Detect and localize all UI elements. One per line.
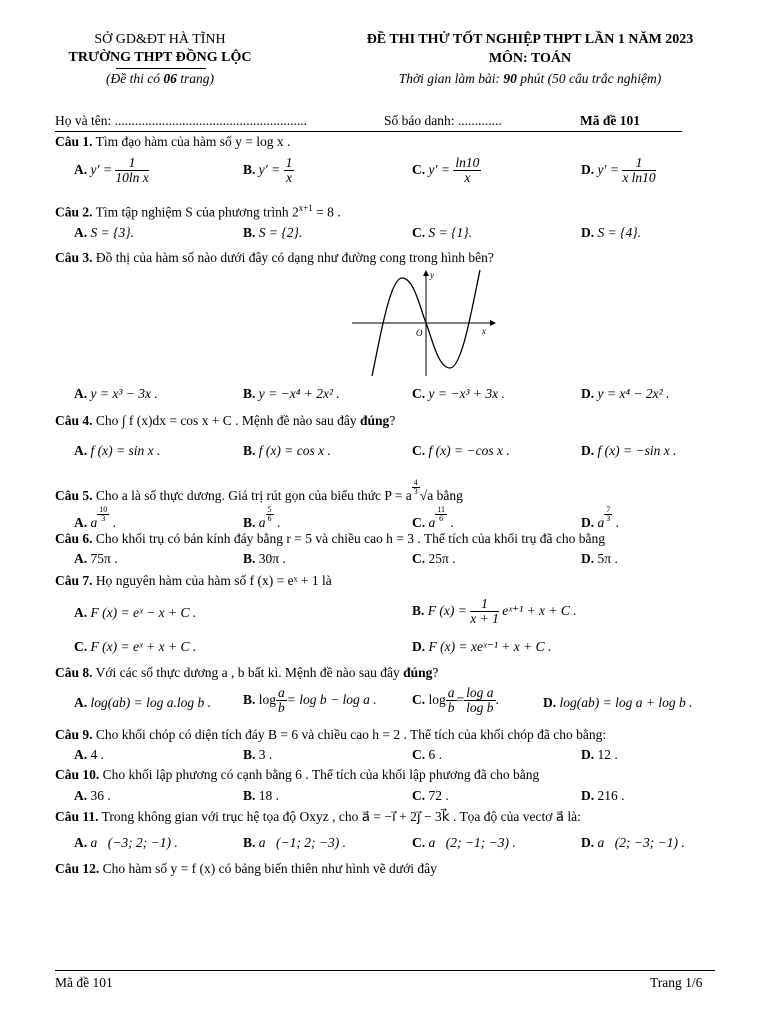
question-label: Câu 3. [55, 250, 93, 265]
q4-option-c [412, 443, 510, 459]
fraction [470, 597, 499, 626]
q3-option-b [243, 386, 340, 402]
q2-option-b [243, 225, 302, 241]
denominator: 6 [267, 514, 272, 524]
option-letter: D. [581, 788, 595, 803]
option-letter: C. [412, 788, 426, 803]
option-letter: A. [74, 443, 88, 458]
question-label: Câu 6. [55, 531, 93, 546]
q11-option-c [412, 835, 516, 851]
option-letter: C. [412, 835, 426, 850]
question-7 [55, 573, 332, 589]
q7-option-d [412, 639, 551, 655]
question-text: Đồ thị của hàm số nào dưới đây có dạng như đường cong trong hình bên? [95, 250, 494, 265]
q3-option-a [74, 386, 158, 402]
question-10 [55, 767, 539, 783]
question-4 [55, 413, 395, 429]
question-5 [55, 479, 463, 504]
option-text: S = {3}. [90, 225, 135, 240]
pages-note-pre: (Đề thi có [106, 71, 164, 86]
option-base: a [428, 514, 436, 530]
option-letter: A. [74, 747, 88, 762]
option-letter: A. [74, 835, 88, 850]
question-6 [55, 531, 605, 547]
option-letter: C. [412, 225, 426, 240]
denominator: b [278, 700, 285, 716]
q1-option-a [74, 156, 149, 185]
q9-option-a [74, 747, 104, 763]
q1-option-c [412, 156, 481, 185]
q5-option-c: C. a $\frac{11}{6}$ . [412, 505, 454, 530]
option-text: 12 . [597, 747, 618, 762]
question-9 [55, 727, 606, 743]
exam-time-pre: Thời gian làm bài: [398, 71, 504, 86]
denominator: 10ln x [115, 170, 149, 186]
exponent-fraction [412, 479, 420, 497]
option-letter: B. [243, 788, 256, 803]
option-text: f (x) = cos x . [258, 443, 331, 458]
q7-option-c [74, 639, 196, 655]
option-letter: B. [243, 691, 256, 707]
numerator: ln10 [455, 155, 480, 170]
q8-option-a [74, 695, 211, 711]
q2-option-c [412, 225, 472, 241]
q9-option-b [243, 747, 272, 763]
option-letter: D. [581, 161, 595, 177]
option-letter: A. [74, 161, 88, 177]
question-text-end: = 8 . [312, 204, 341, 220]
option-letter: B. [243, 514, 256, 530]
option-letter: C. [412, 443, 426, 458]
student-id-field: Số báo danh: ............. [384, 113, 502, 128]
option-text: 30π . [258, 551, 286, 566]
option-letter: B. [243, 386, 256, 401]
option-letter: C. [74, 639, 88, 654]
option-text: a⃗(−3; 2; −1) . [90, 835, 178, 850]
option-text-end: eˣ⁺¹ + x + C . [502, 602, 577, 618]
option-text: 72 . [428, 788, 449, 803]
origin-label: O [416, 328, 423, 338]
option-text-end: = log b − log a . [286, 691, 377, 707]
option-text: y = x³ − 3x . [90, 386, 158, 401]
option-text: 5π . [597, 551, 618, 566]
option-text: 75π . [90, 551, 118, 566]
question-3 [55, 250, 494, 266]
option-text: F (x) = [427, 602, 467, 618]
question-12 [55, 861, 437, 877]
department-name: SỞ GD&ĐT HÀ TĨNH [94, 32, 226, 47]
option-text: 3 . [258, 747, 273, 762]
denominator: log b [466, 700, 494, 716]
option-text: log [428, 691, 446, 707]
question-8 [55, 665, 438, 681]
denominator: x [285, 170, 292, 186]
option-text-end: . [495, 691, 499, 707]
option-text: f (x) = −cos x . [428, 443, 510, 458]
option-letter: D. [581, 551, 595, 566]
question-text: Cho hàm số y = f (x) có bảng biến thiên như hình vẽ dưới đây [102, 861, 437, 876]
denominator: x ln10 [622, 170, 656, 186]
question-text: Tìm đạo hàm của hàm số y = log x . [95, 134, 291, 149]
q10-option-b [243, 788, 279, 804]
option-letter: B. [243, 551, 256, 566]
q4-option-d [581, 443, 676, 459]
option-text: f (x) = sin x . [90, 443, 161, 458]
option-text: y = x⁴ − 2x² . [597, 386, 670, 401]
option-letter: C. [412, 551, 426, 566]
option-letter: A. [74, 551, 88, 566]
option-letter: C. [412, 691, 426, 707]
q8-option-c [412, 686, 499, 715]
exponent-fraction [604, 506, 612, 524]
option-base: a [258, 514, 266, 530]
q11-option-b [243, 835, 346, 851]
q6-option-b [243, 551, 286, 567]
equals-sign: = [456, 691, 465, 707]
option-text: 216 . [597, 788, 625, 803]
denominator: 3 [413, 487, 418, 497]
q1-option-d [581, 156, 656, 185]
numerator: log a [466, 685, 494, 700]
option-text: F (x) = xeˣ⁻¹ + x + C . [428, 639, 552, 654]
numerator: a [278, 685, 285, 700]
option-letter: B. [243, 161, 256, 177]
option-letter: D. [581, 514, 595, 530]
option-text: F (x) = eˣ − x + C . [90, 605, 197, 620]
question-text: Cho a là số thực dương. Giá trị rút gọn của biểu thức P = a [95, 487, 412, 503]
option-base: a [597, 514, 605, 530]
student-name-field: Họ và tên: ......................................................... [55, 113, 307, 128]
numerator: a [447, 685, 455, 700]
q10-option-c [412, 788, 449, 804]
exam-time-num: 90 [503, 71, 517, 86]
question-1 [55, 134, 290, 150]
fraction [284, 156, 295, 185]
q3-option-c [412, 386, 505, 402]
option-text: 4 . [90, 747, 104, 762]
option-text: F (x) = eˣ + x + C . [90, 639, 197, 654]
q1-option-b [243, 156, 294, 185]
option-letter: B. [243, 225, 256, 240]
cubic-graph [350, 268, 500, 378]
option-letter: C. [412, 161, 426, 177]
option-text: 18 . [258, 788, 280, 803]
footer-exam-code: Mã đề 101 [55, 975, 113, 990]
option-text: a⃗(−1; 2; −3) . [258, 835, 346, 850]
option-base: a [90, 514, 98, 530]
question-label: Câu 7. [55, 573, 93, 588]
option-letter: A. [74, 386, 88, 401]
exponent-fraction [266, 506, 274, 524]
option-letter: C. [412, 747, 426, 762]
question-text: Tìm tập nghiệm S của phương trình 2 [95, 204, 299, 220]
q3-option-d [581, 386, 669, 402]
q4-option-b [243, 443, 331, 459]
q2-option-a [74, 225, 134, 241]
school-underline [116, 68, 206, 69]
y-axis-label: y [430, 270, 434, 280]
option-letter: D. [581, 747, 595, 762]
fraction [622, 156, 655, 185]
question-label: Câu 11. [55, 809, 99, 824]
question-label: Câu 4. [55, 413, 93, 428]
option-text: y′ = [428, 161, 450, 177]
option-letter: D. [581, 225, 595, 240]
option-text: y = −x⁴ + 2x² . [258, 386, 340, 401]
question-label: Câu 8. [55, 665, 93, 680]
question-text: Cho ∫ f (x)dx = cos x + C . Mệnh đề nào sau đây [95, 413, 361, 428]
pages-note-num: 06 [163, 71, 177, 86]
option-letter: D. [543, 695, 557, 710]
question-text: Với các số thực dương a , b bất kì. Mệnh đề nào sau đây [95, 665, 404, 680]
option-letter: B. [243, 747, 256, 762]
q5-option-d: D. a $\frac{7}{3}$ . [581, 505, 619, 530]
numerator: 4 [413, 478, 418, 487]
q10-option-d [581, 788, 625, 804]
question-label: Câu 5. [55, 487, 93, 503]
question-label: Câu 1. [55, 134, 93, 149]
question-emphasis: đúng [360, 413, 390, 428]
footer-page-number: Trang 1/6 [650, 975, 703, 990]
option-letter: B. [412, 602, 425, 618]
q11-option-a [74, 835, 178, 851]
q5-option-a: A. a $\frac{10}{3}$ . [74, 505, 116, 530]
question-label: Câu 10. [55, 767, 100, 782]
option-text: S = {2}. [258, 225, 303, 240]
option-letter: A. [74, 695, 88, 710]
option-letter: A. [74, 514, 88, 530]
option-letter: A. [74, 225, 88, 240]
y-axis-arrow-icon [423, 270, 429, 276]
option-text: log(ab) = log a.log b . [90, 695, 211, 710]
numerator: 1 [470, 597, 499, 612]
question-text: Họ nguyên hàm của hàm số f (x) = eˣ + 1 là [95, 573, 332, 588]
numerator: 10 [99, 505, 108, 514]
question-2 [55, 203, 341, 221]
question-label: Câu 2. [55, 204, 93, 220]
option-text: S = {1}. [428, 225, 473, 240]
x-axis-arrow-icon [490, 320, 496, 326]
option-text: log [258, 691, 277, 707]
exam-code: Mã đề 101 [580, 113, 640, 128]
question-text: Cho khối trụ có bán kính đáy bằng r = 5 và chiều cao h = 3 . Thể tích của khối trụ đã cho bằng [95, 531, 605, 546]
exponent-fraction [97, 506, 109, 524]
option-text: y′ = [90, 161, 112, 177]
question-text: Cho khối lập phương có cạnh bằng 6 . Thể tích của khối lập phương đã cho bằng [102, 767, 540, 782]
option-letter: C. [412, 514, 426, 530]
option-text: S = {4}. [597, 225, 642, 240]
exponent: x+1 [298, 203, 313, 213]
numerator: 1 [285, 155, 293, 170]
footer-rule [55, 970, 715, 971]
question-label: Câu 12. [55, 861, 100, 876]
option-text: a⃗(2; −1; −3) . [428, 835, 516, 850]
option-text: f (x) = −sin x . [597, 443, 677, 458]
option-letter: B. [243, 443, 256, 458]
exam-title: ĐỀ THI THỬ TỐT NGHIỆP THPT LẦN 1 NĂM 2023 [366, 32, 694, 47]
option-text: 25π . [428, 551, 456, 566]
option-text: y′ = [597, 161, 619, 177]
denominator: 3 [101, 514, 106, 524]
q2-option-d [581, 225, 641, 241]
fraction [446, 686, 457, 715]
option-letter: A. [74, 788, 88, 803]
question-text: Cho khối chóp có diện tích đáy B = 6 và chiều cao h = 2 . Thể tích của khối chóp đã cho bằng: [95, 727, 607, 742]
q10-option-a [74, 788, 111, 804]
numerator: 1 [115, 156, 148, 171]
fraction [276, 686, 287, 715]
q9-option-d [581, 747, 618, 763]
question-text-end: ? [389, 413, 396, 428]
exam-time [370, 71, 690, 87]
option-letter: D. [412, 639, 426, 654]
exam-time-post: phút (50 câu trắc nghiệm) [516, 71, 662, 86]
q8-option-b [243, 686, 377, 715]
option-letter: A. [74, 605, 88, 620]
denominator: 3 [606, 514, 611, 524]
fraction [453, 156, 481, 185]
question-text-end: √a bằng [419, 487, 463, 503]
q4-option-a [74, 443, 160, 459]
fraction [115, 156, 148, 185]
option-letter: B. [243, 835, 256, 850]
option-text: a⃗(2; −3; −1) . [597, 835, 685, 850]
question-label: Câu 9. [55, 727, 93, 742]
q6-option-a [74, 551, 118, 567]
numerator: 7 [606, 505, 611, 514]
pages-note [60, 71, 260, 87]
numerator: 1 [622, 156, 655, 171]
option-text: 36 . [90, 788, 111, 803]
q9-option-c [412, 747, 442, 763]
denominator: x + 1 [470, 611, 499, 627]
option-text: y = −x³ + 3x . [428, 386, 505, 401]
option-text: y′ = [258, 161, 281, 177]
q7-option-a [74, 605, 196, 621]
option-letter: C. [412, 386, 426, 401]
q6-option-d [581, 551, 618, 567]
exam-subject: MÔN: TOÁN [488, 51, 572, 66]
header-rule [55, 131, 682, 132]
fraction [464, 686, 495, 715]
school-name: TRƯỜNG THPT ĐỒNG LỘC [68, 50, 252, 65]
numerator: 11 [437, 505, 445, 514]
denominator: x [464, 170, 471, 186]
q8-option-d [543, 695, 692, 711]
option-letter: D. [581, 835, 595, 850]
question-text: Trong không gian với trục hệ tọa độ Oxyz , cho a⃗ = −i⃗ + 2j⃗ − 3k⃗ . Tọa độ của vectơ a⃗ là: [101, 809, 581, 824]
option-text: 6 . [428, 747, 442, 762]
denominator: 6 [439, 514, 444, 524]
question-text-end: ? [432, 665, 439, 680]
pages-note-post: trang) [176, 71, 214, 86]
q7-option-b [412, 597, 577, 626]
option-text: log(ab) = log a + log b . [559, 695, 693, 710]
question-emphasis: đúng [403, 665, 433, 680]
option-letter: D. [581, 386, 595, 401]
q5-option-b: B. a $\frac{5}{6}$ . [243, 505, 281, 530]
denominator: b [447, 700, 455, 716]
numerator: 5 [267, 505, 272, 514]
exponent-fraction [435, 506, 447, 524]
q6-option-c [412, 551, 456, 567]
option-letter: D. [581, 443, 595, 458]
x-axis-label: x [482, 326, 486, 336]
question-11 [55, 809, 581, 825]
q11-option-d [581, 835, 685, 851]
